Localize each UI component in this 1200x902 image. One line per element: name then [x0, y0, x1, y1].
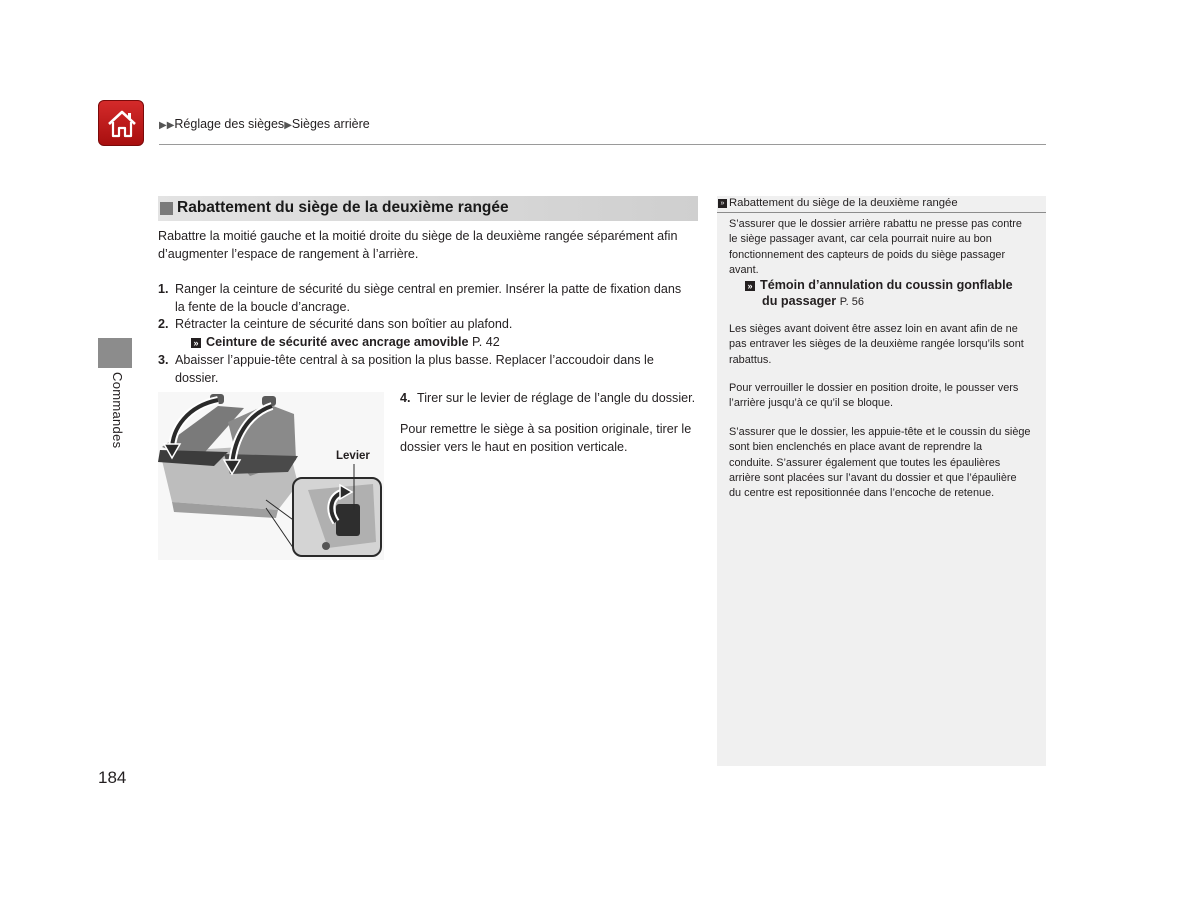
note-line: le siège passager avant, car cela pourrait nuire au bon — [729, 233, 992, 246]
page-number: 184 — [98, 768, 127, 787]
xref-arrow-icon: » — [745, 281, 755, 291]
note-paragraph-2 — [729, 322, 1039, 368]
header-divider — [159, 144, 1046, 145]
note-paragraph-1 — [729, 217, 1039, 278]
note-line: rabattus. — [729, 353, 772, 366]
step-4 — [400, 389, 700, 407]
step-text-line: Ranger la ceinture de sécurité du siège central en premier. Insérer la patte de fixation dans — [175, 282, 682, 296]
note-line: sont bien enclenchés en place avant de reprendre la — [729, 441, 983, 454]
return-line-2: dossier vers le haut en position verticale. — [400, 440, 628, 454]
step-1 — [158, 280, 698, 316]
note-line: pas entraver les sièges de la deuxième rangée lorsqu’ils sont — [729, 338, 1024, 351]
intro-line-2: d’augmenter l’espace de rangement à l’arrière. — [158, 247, 419, 261]
note-line: du centre est repositionnée dans l’encoche de retenue. — [729, 487, 995, 500]
step-number: 1. — [158, 282, 169, 296]
note-marker-icon: » — [718, 199, 727, 208]
breadcrumb-separator-icon: ▶ — [284, 120, 292, 131]
xref-arrow-icon: » — [191, 338, 201, 348]
step-text-line: Tirer sur le levier de réglage de l’angle du dossier. — [417, 391, 696, 405]
return-line-1: Pour remettre le siège à sa position originale, tirer le — [400, 422, 692, 436]
note-line: l’arrière jusqu’à ce qu’il se bloque. — [729, 397, 894, 410]
note-line: S’assurer que le dossier, les appuie-tête et le coussin du siège — [729, 426, 1031, 438]
note-line: avant. — [729, 263, 759, 276]
lever-label: Levier — [336, 450, 370, 462]
step-text-line: la fente de la boucle d’ancrage. — [175, 300, 351, 314]
xref-title: Ceinture de sécurité avec ancrage amovible — [206, 335, 469, 349]
step-text-line: Rétracter la ceinture de sécurité dans son boîtier au plafond. — [175, 317, 513, 331]
step-number: 2. — [158, 317, 169, 331]
note-paragraph-4 — [729, 425, 1039, 501]
note-paragraph-3 — [729, 381, 1039, 412]
xref-title-line-1: Témoin d’annulation du coussin gonflable — [760, 278, 1013, 292]
xref-title-line-2: du passager — [762, 294, 837, 308]
notes-panel — [717, 196, 1046, 766]
xref-page: P. 56 — [839, 296, 864, 308]
section-square-icon — [160, 202, 173, 215]
chapter-tab[interactable] — [98, 338, 132, 368]
home-icon — [105, 107, 139, 141]
step-2 — [158, 315, 698, 333]
breadcrumb-link-seat-adjust[interactable]: Réglage des sièges — [174, 117, 285, 131]
breadcrumb-link-rear-seats[interactable]: Sièges arrière — [291, 117, 370, 131]
breadcrumb-arrows-icon: ▶▶ — [159, 120, 175, 131]
note-line: fonctionnement des capteurs de poids du siège passager — [729, 248, 1006, 261]
seat-folding-illustration — [158, 392, 384, 560]
step-number: 4. — [400, 391, 411, 405]
chapter-label: Commandes — [110, 372, 125, 449]
home-button[interactable] — [98, 100, 144, 146]
notes-heading — [717, 196, 1046, 213]
note-line: arrière sont placées sur l’avant du dossier et que l’épaulière — [729, 471, 1017, 484]
section-heading — [158, 196, 698, 221]
section-title: Rabattement du siège de la deuxième rangée — [177, 199, 509, 216]
step-text-line: dossier. — [175, 371, 219, 385]
step-number: 3. — [158, 353, 169, 367]
note-line: S’assurer que le dossier arrière rabattu ne presse pas contre — [729, 218, 1022, 230]
xref-airbag-link[interactable] — [745, 277, 1013, 310]
breadcrumb — [159, 117, 370, 131]
notes-heading-text: Rabattement du siège de la deuxième rangée — [729, 197, 958, 209]
note-line: Pour verrouiller le dossier en position droite, le pousser vers — [729, 382, 1019, 394]
intro-line-1: Rabattre la moitié gauche et la moitié droite du siège de la deuxième rangée séparément afin — [158, 229, 678, 243]
xref-seatbelt-link[interactable] — [191, 333, 500, 351]
step-text-line: Abaisser l’appuie-tête central à sa position la plus basse. Replacer l’accoudoir dans le — [175, 353, 654, 367]
xref-page: P. 42 — [472, 335, 500, 349]
step-3 — [158, 351, 698, 387]
note-line: Les sièges avant doivent être assez loin en avant afin de ne — [729, 323, 1018, 335]
note-line: conduite. S’assurer également que toutes les épaulières — [729, 456, 1001, 469]
